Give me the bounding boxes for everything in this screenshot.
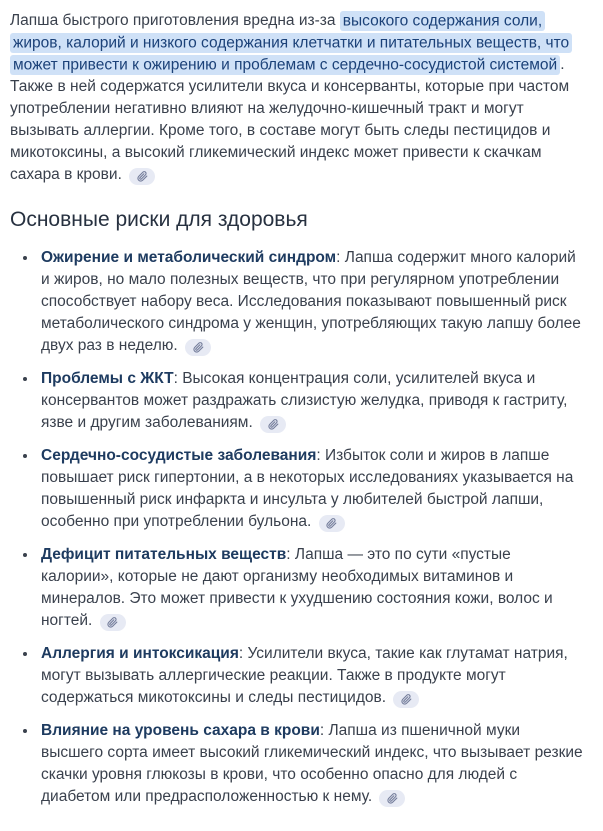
source-link-chip[interactable]: [100, 614, 126, 631]
intro-text-pre: Лапша быстрого приготовления вредна из-за: [10, 12, 340, 29]
paperclip-icon: [107, 617, 118, 628]
list-item: [41, 720, 585, 808]
source-link-chip[interactable]: [393, 691, 419, 708]
risk-text: : Лапша — это по сути «пустые калории», которые не дают организму необходимых витаминов и минералов. Это может привести к ухудшению состояния кожи, волос и ногтей.: [41, 546, 553, 629]
paperclip-icon: [401, 694, 412, 705]
source-link-chip[interactable]: [260, 416, 286, 433]
list-item: [41, 445, 585, 533]
risk-text: : Лапша содержит много калорий и жиров, но мало полезных веществ, что при регулярном употреблении способствует набору веса. Исследования показывают повышенный риск метаболического синдрома у женщин, употребляющих такую лапшу более двух раз в неделю.: [41, 249, 581, 354]
intro-paragraph: [10, 10, 585, 186]
list-item: [41, 544, 585, 632]
list-item: [41, 247, 585, 357]
paperclip-icon: [387, 793, 398, 804]
risks-list: [10, 247, 585, 808]
risk-text: : Высокая концентрация соли, усилителей вкуса и консервантов может раздражать слизистую желудка, приводя к гастриту, язве и другим заболеваниям.: [41, 370, 568, 431]
risk-text: : Усилители вкуса, такие как глутамат натрия, могут вызывать аллергические реакции. Также в продукте могут содержаться микотоксины и следы пестицидов.: [41, 645, 568, 706]
paperclip-icon: [326, 518, 337, 529]
list-item: [41, 368, 585, 434]
intro-text-post: . Также в ней содержатся усилители вкуса и консерванты, которые при частом употреблении негативно влияют на желудочно-кишечный тракт и могут вызывать аллергии. Кроме того, в составе могут быть следы пестицидов и микотоксины, а высокий гликемический индекс может привести к скачкам сахара в крови.: [10, 56, 570, 183]
paperclip-icon: [137, 171, 148, 182]
paperclip-icon: [268, 419, 279, 430]
risk-term: Ожирение и метаболический синдром: [41, 249, 337, 266]
risk-term: Влияние на уровень сахара в крови: [41, 722, 320, 739]
paperclip-icon: [193, 342, 204, 353]
risk-text: : Лапша из пшеничной муки высшего сорта имеет высокий гликемический индекс, что вызывает резкие скачки уровня глюкозы в крови, что особенно опасно для людей с диабетом или предрасположенностью к нему.: [41, 722, 583, 805]
intro-highlighted-fragment: высокого содержания соли, жиров, калорий и низкого содержания клетчатки и питательных веществ, что может привести к ожирению и проблемам с сердечно-сосудистой системой: [10, 11, 572, 75]
source-link-chip[interactable]: [319, 515, 345, 532]
source-link-chip[interactable]: [379, 790, 405, 807]
risk-term: Аллергия и интоксикация: [41, 645, 239, 662]
source-link-chip[interactable]: [185, 339, 211, 356]
risk-term: Дефицит питательных веществ: [41, 546, 287, 563]
risk-text: : Избыток соли и жиров в лапше повышает риск гипертонии, а в некоторых исследованиях указывается на повышенный риск инфаркта и инсульта у любителей быстрой лапши, особенно при употреблении бульона.: [41, 447, 574, 530]
section-heading: Основные риски для здоровья: [10, 208, 308, 231]
risk-term: Проблемы с ЖКТ: [41, 370, 174, 387]
list-item: [41, 643, 585, 709]
source-link-chip[interactable]: [129, 168, 155, 185]
risk-term: Сердечно-сосудистые заболевания: [41, 447, 317, 464]
